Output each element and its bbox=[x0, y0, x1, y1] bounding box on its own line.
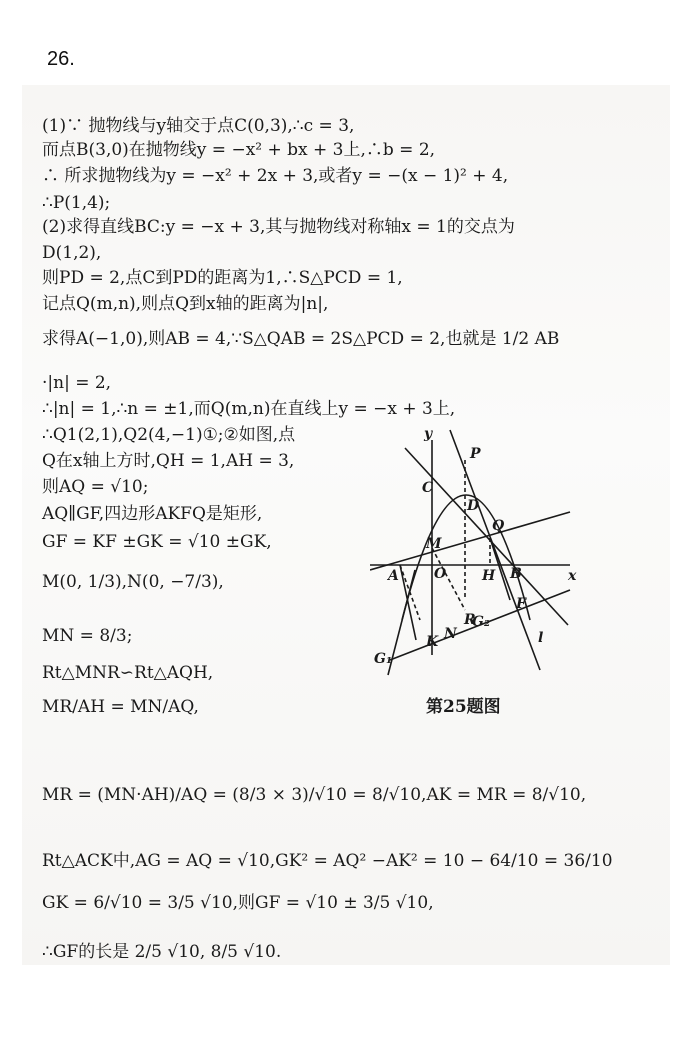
label-f: F bbox=[516, 596, 526, 612]
solution-line-22: Rt△ACK中,AG = AQ = √10,GK² = AQ² −AK² = 10 − 64/10 = 36/10 bbox=[42, 851, 613, 871]
solution-line-11: ∴|n| = 1,∴n = ±1,而Q(m,n)在直线上y = −x + 3上, bbox=[42, 399, 456, 419]
label-r: R bbox=[464, 612, 476, 628]
solution-line-4: ∴P(1,4); bbox=[42, 193, 111, 213]
line-aq bbox=[370, 512, 570, 570]
label-c: C bbox=[422, 480, 434, 496]
label-k: K bbox=[426, 634, 439, 650]
label-d: D bbox=[467, 498, 480, 514]
solution-line-17: M(0, 1/3),N(0, −7/3), bbox=[42, 572, 224, 592]
label-h: H bbox=[482, 568, 496, 584]
solution-line-13: Q在x轴上方时,QH = 1,AH = 3, bbox=[42, 451, 295, 471]
label-b: B bbox=[510, 566, 522, 582]
solution-line-19: Rt△MNR∽Rt△AQH, bbox=[42, 663, 214, 683]
solution-line-3: ∴ 所求抛物线为y = −x² + 2x + 3,或者y = −(x − 1)² + 4, bbox=[42, 166, 509, 186]
label-p: P bbox=[470, 446, 481, 462]
solution-line-7: 则PD = 2,点C到PD的距离为1,∴S△PCD = 1, bbox=[42, 268, 403, 288]
solution-line-24: ∴GF的长是 2/5 √10, 8/5 √10. bbox=[42, 942, 282, 962]
label-y: y bbox=[424, 426, 433, 442]
solution-line-9: 求得A(−1,0),则AB = 4,∵S△QAB = 2S△PCD = 2,也就是 1/2 AB bbox=[42, 329, 560, 349]
solution-line-18: MN = 8/3; bbox=[42, 626, 133, 646]
solution-line-16: GF = KF ±GK = √10 ±GK, bbox=[42, 532, 272, 552]
question-number: 26. bbox=[47, 48, 75, 70]
label-q: Q bbox=[492, 518, 505, 534]
label-x: x bbox=[568, 568, 577, 584]
label-n: N bbox=[444, 626, 457, 642]
solution-line-15: AQ∥GF,四边形AKFQ是矩形, bbox=[42, 504, 263, 524]
line-l bbox=[450, 430, 540, 670]
solution-line-23: GK = 6/√10 = 3/5 √10,则GF = √10 ± 3/5 √10, bbox=[42, 893, 434, 913]
label-o: O bbox=[434, 566, 447, 582]
label-a: A bbox=[388, 568, 399, 584]
solution-line-1: (1)∵ 抛物线与y轴交于点C(0,3),∴c = 3, bbox=[42, 116, 355, 136]
solution-line-12: ∴Q1(2,1),Q2(4,−1)①;②如图,点 bbox=[42, 425, 296, 445]
solution-line-21: MR = (MN·AH)/AQ = (8/3 × 3)/√10 = 8/√10,AK = MR = 8/√10, bbox=[42, 785, 587, 805]
solution-line-14: 则AQ = √10; bbox=[42, 477, 149, 497]
geometry-figure bbox=[370, 420, 590, 700]
figure-caption: 第25题图 bbox=[426, 697, 501, 717]
solution-line-2: 而点B(3,0)在抛物线y = −x² + bx + 3上,∴b = 2, bbox=[42, 140, 436, 160]
solution-line-5: (2)求得直线BC:y = −x + 3,其与抛物线对称轴x = 1的交点为 bbox=[42, 217, 515, 237]
label-g1: G₁ bbox=[374, 651, 393, 667]
solution-line-20: MR/AH = MN/AQ, bbox=[42, 697, 199, 717]
solution-line-10: ·|n| = 2, bbox=[42, 373, 112, 393]
solution-line-6: D(1,2), bbox=[42, 243, 102, 263]
solution-line-8: 记点Q(m,n),则点Q到x轴的距离为|n|, bbox=[42, 294, 329, 314]
label-m: M bbox=[426, 536, 442, 552]
label-g2: G₂ bbox=[472, 614, 491, 630]
label-l: l bbox=[538, 630, 544, 646]
